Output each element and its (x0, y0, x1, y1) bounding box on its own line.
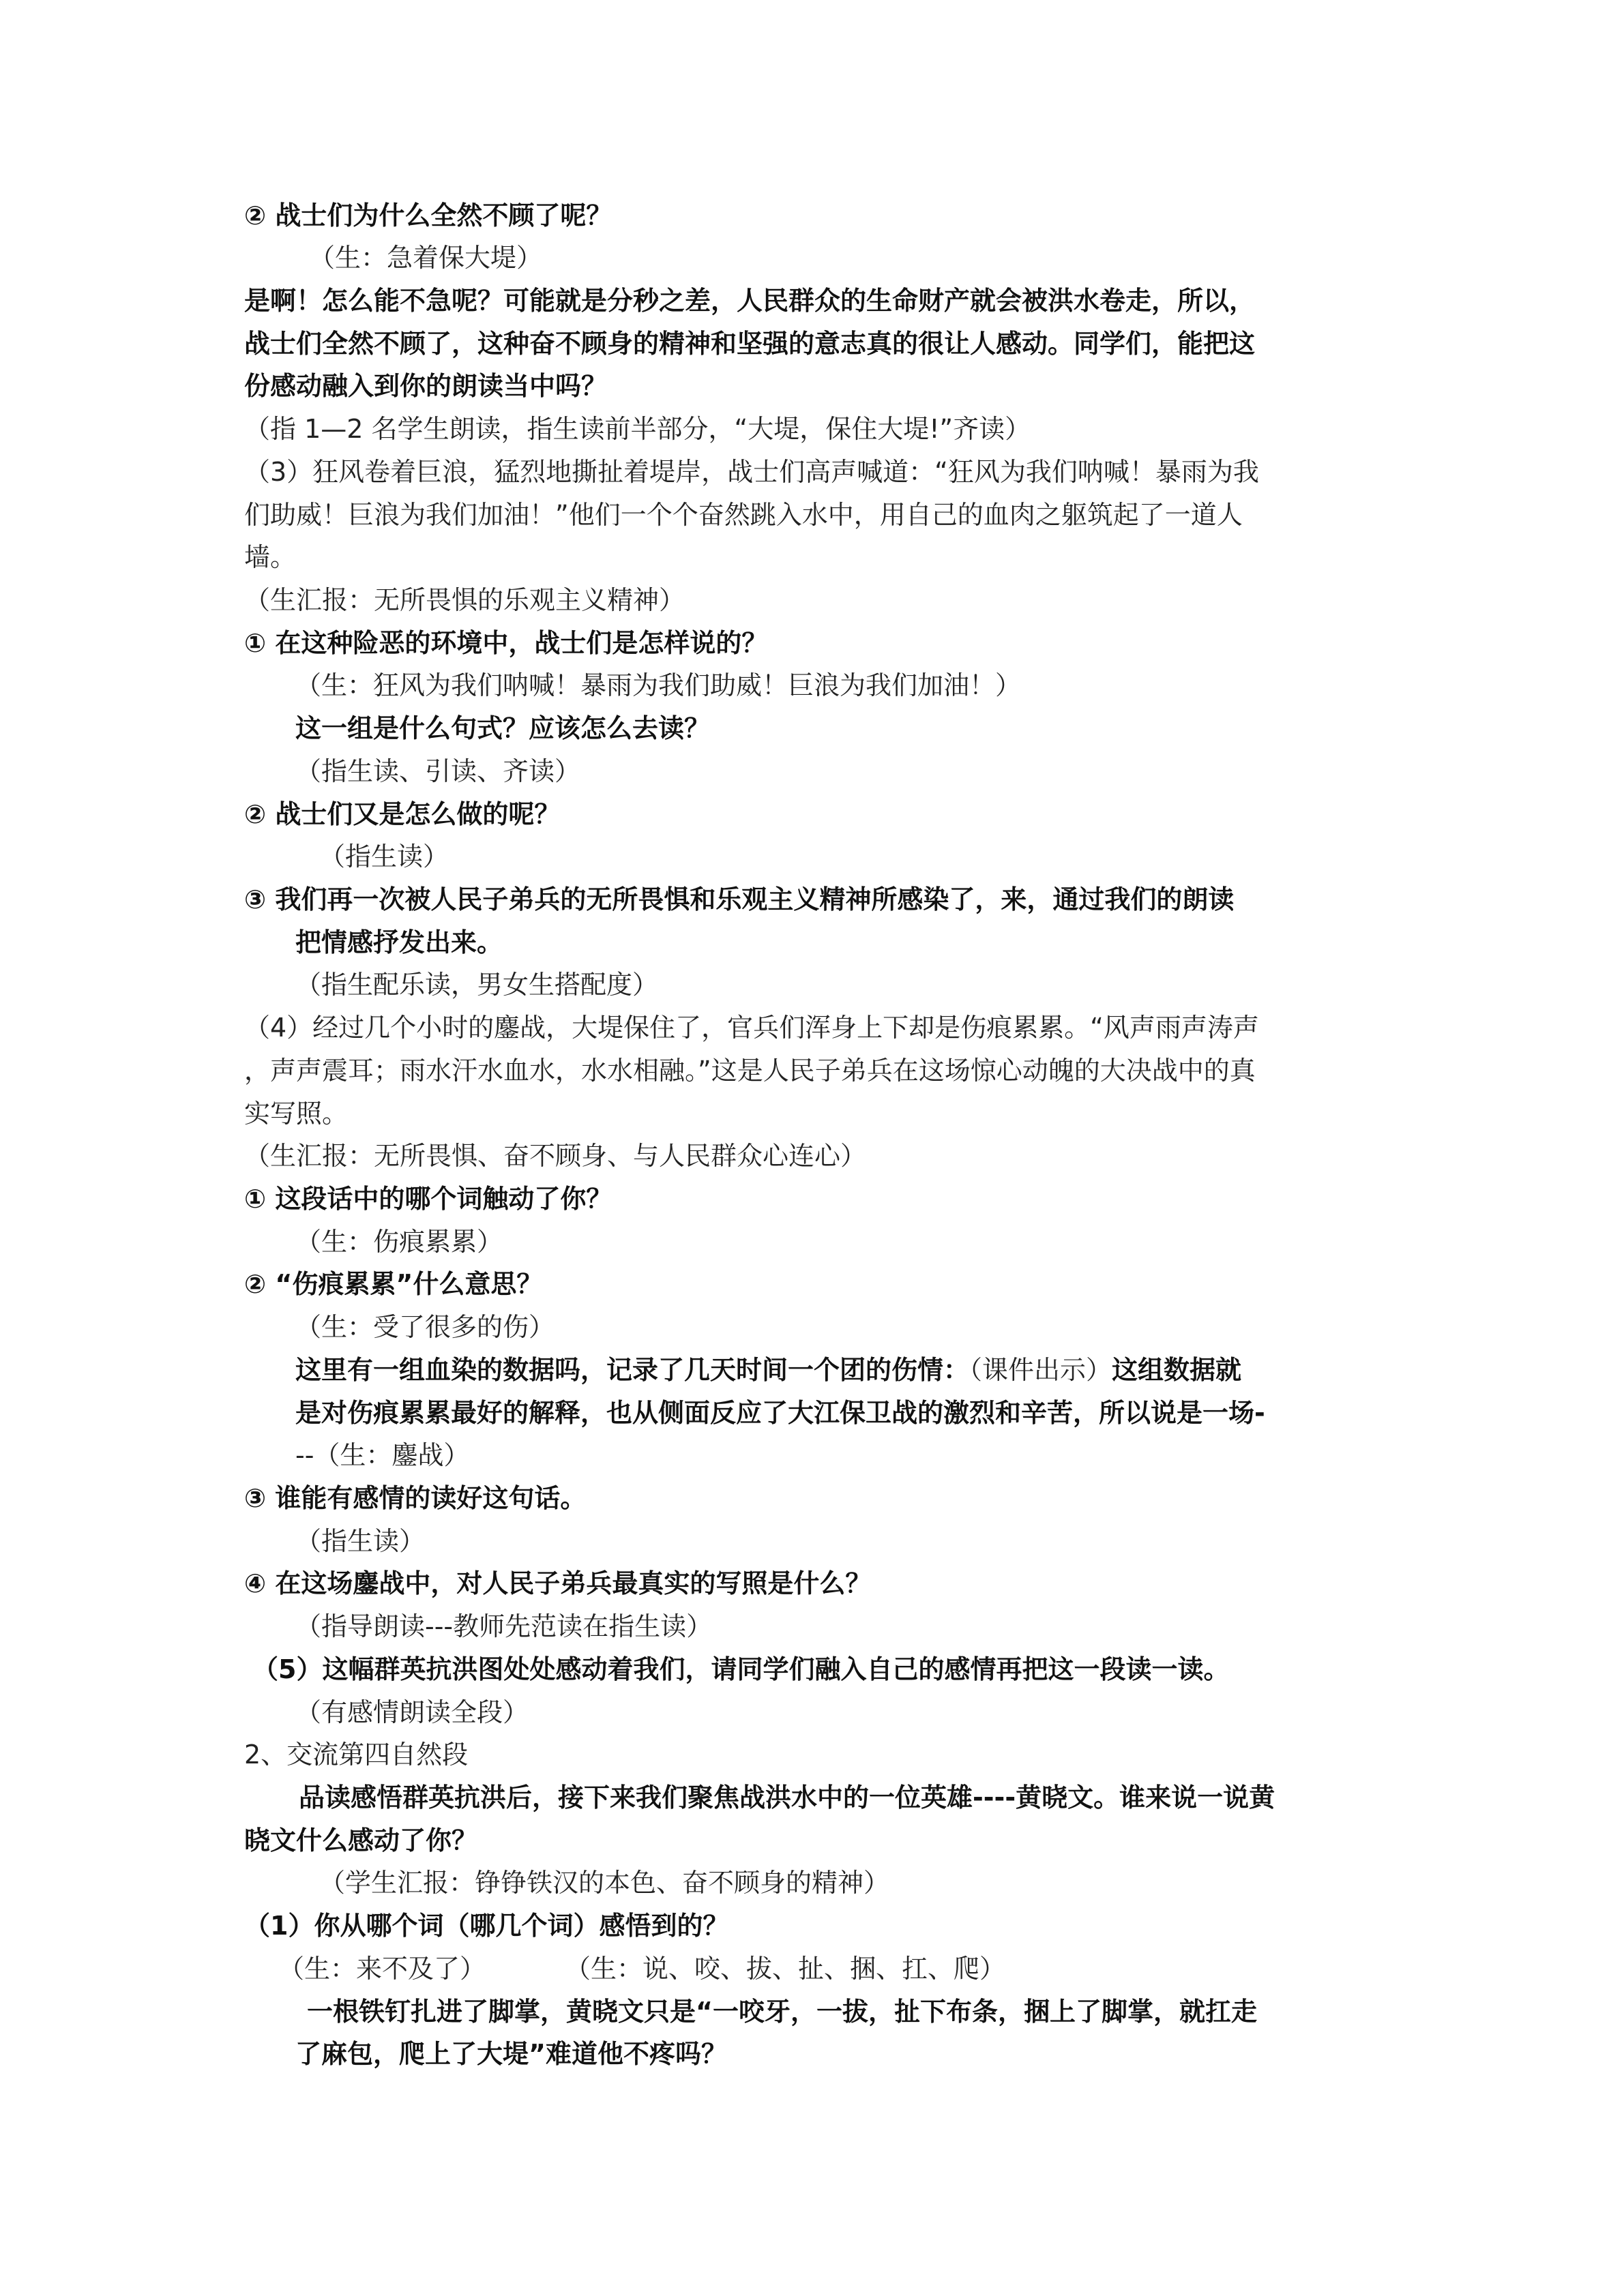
student-answer: --（生：鏖战） (295, 1440, 470, 1470)
paragraph-line: 是对伤痕累累最好的解释，也从侧面反应了大江保卫战的激烈和辛苦，所以说是一场- (295, 1398, 1265, 1428)
courseware-note: （课件出示） (969, 1355, 1112, 1385)
paragraph-text: 这里有一组血染的数据吗，记录了几天时间一个团的伤情： (295, 1355, 970, 1385)
paragraph-line: 份感动融入到你的朗读当中吗？ (244, 371, 608, 401)
question-line: 把情感抒发出来。 (295, 927, 503, 957)
question-line: ② 战士们为什么全然不顾了呢？ (244, 200, 612, 230)
student-answer: （生：来不及了） (278, 1954, 486, 1984)
question-line: （5）这幅群英抗洪图处处感动着我们，请同学们融入自己的感情再把这一段读一读。 (252, 1654, 1230, 1684)
student-answer: （生：伤痕累累） (295, 1227, 503, 1257)
paragraph-line: 了麻包，爬上了大堤”难道他不疼吗？ (295, 2039, 727, 2069)
instruction-line: （指生配乐读，男女生搭配度） (295, 970, 659, 1000)
paragraph-line: 一根铁钉扎进了脚掌，黄晓文只是“一咬牙，一拔，扯下布条，捆上了脚掌，就扛走 (307, 1997, 1257, 2027)
paragraph-line: 品读感悟群英抗洪后，接下来我们聚焦战洪水中的一位英雄----黄晓文。谁来说一说黄 (299, 1783, 1275, 1813)
question-line: （1）你从哪个词（哪几个词）感悟到的？ (244, 1911, 729, 1941)
paragraph-text: 这组数据就 (1112, 1355, 1242, 1385)
question-line: ② “伤痕累累”什么意思？ (244, 1269, 543, 1299)
paragraph-line: 晓文什么感动了你？ (244, 1825, 478, 1855)
instruction-line: （指 1—2 名学生朗读，指生读前半部分，“大堤，保住大堤!”齐读） (244, 414, 1031, 444)
text-excerpt-line: （3）狂风卷着巨浪，猛烈地撕扯着堤岸，战士们高声喊道：“狂风为我们呐喊！暴雨为我 (244, 457, 1259, 487)
student-report: （生汇报：无所畏惧的乐观主义精神） (244, 585, 685, 615)
text-excerpt-line: 墙。 (244, 542, 297, 572)
question-line: ② 战士们又是怎么做的呢？ (244, 799, 561, 829)
instruction-line: （指导朗读---教师先范读在指生读） (295, 1611, 713, 1641)
student-answer: （生：急着保大堤） (309, 243, 543, 273)
question-line: 这一组是什么句式？应该怎么去读？ (295, 713, 711, 743)
question-line: ① 这段话中的哪个词触动了你？ (244, 1184, 612, 1214)
text-excerpt-line: ，声声震耳；雨水汗水血水，水水相融。”这是人民子弟兵在这场惊心动魄的大决战中的真 (244, 1056, 1256, 1086)
mixed-line (295, 1349, 1241, 1391)
question-line: ① 在这种险恶的环境中，战士们是怎样说的？ (244, 628, 768, 658)
text-excerpt-line: （4）经过几个小时的鏖战，大堤保住了，官兵们浑身上下却是伤痕累累。“风声雨声涛声 (244, 1013, 1259, 1043)
question-line: ③ 谁能有感情的读好这句话。 (244, 1483, 587, 1513)
paragraph-line: 是啊！怎么能不急呢？可能就是分秒之差，人民群众的生命财产就会被洪水卷走，所以， (244, 286, 1256, 316)
student-report: （生汇报：无所畏惧、奋不顾身、与人民群众心连心） (244, 1141, 867, 1171)
student-answer: （生：说、咬、拔、扯、捆、扛、爬） (565, 1954, 1006, 1984)
paragraph-line: 战士们全然不顾了，这种奋不顾身的精神和坚强的意志真的很让人感动。同学们，能把这 (244, 329, 1256, 359)
section-heading: 2、交流第四自然段 (244, 1740, 469, 1770)
text-excerpt-line: 们助威！巨浪为我们加油！”他们一个个奋然跳入水中，用自己的血肉之躯筑起了一道人 (244, 500, 1243, 530)
instruction-line: （指生读） (319, 841, 449, 871)
question-line: ③ 我们再一次被人民子弟兵的无所畏惧和乐观主义精神所感染了，来，通过我们的朗读 (244, 884, 1235, 914)
question-line: ④ 在这场鏖战中，对人民子弟兵最真实的写照是什么？ (244, 1568, 872, 1598)
text-excerpt-line: 实写照。 (244, 1099, 349, 1129)
student-report: （学生汇报：铮铮铁汉的本色、奋不顾身的精神） (319, 1868, 890, 1898)
student-answer: （生：受了很多的伤） (295, 1312, 555, 1342)
student-answer: （生：狂风为我们呐喊！暴雨为我们助威！巨浪为我们加油！） (295, 670, 1022, 700)
instruction-line: （指生读、引读、齐读） (295, 756, 581, 786)
instruction-line: （有感情朗读全段） (295, 1697, 529, 1727)
instruction-line: （指生读） (295, 1526, 426, 1556)
